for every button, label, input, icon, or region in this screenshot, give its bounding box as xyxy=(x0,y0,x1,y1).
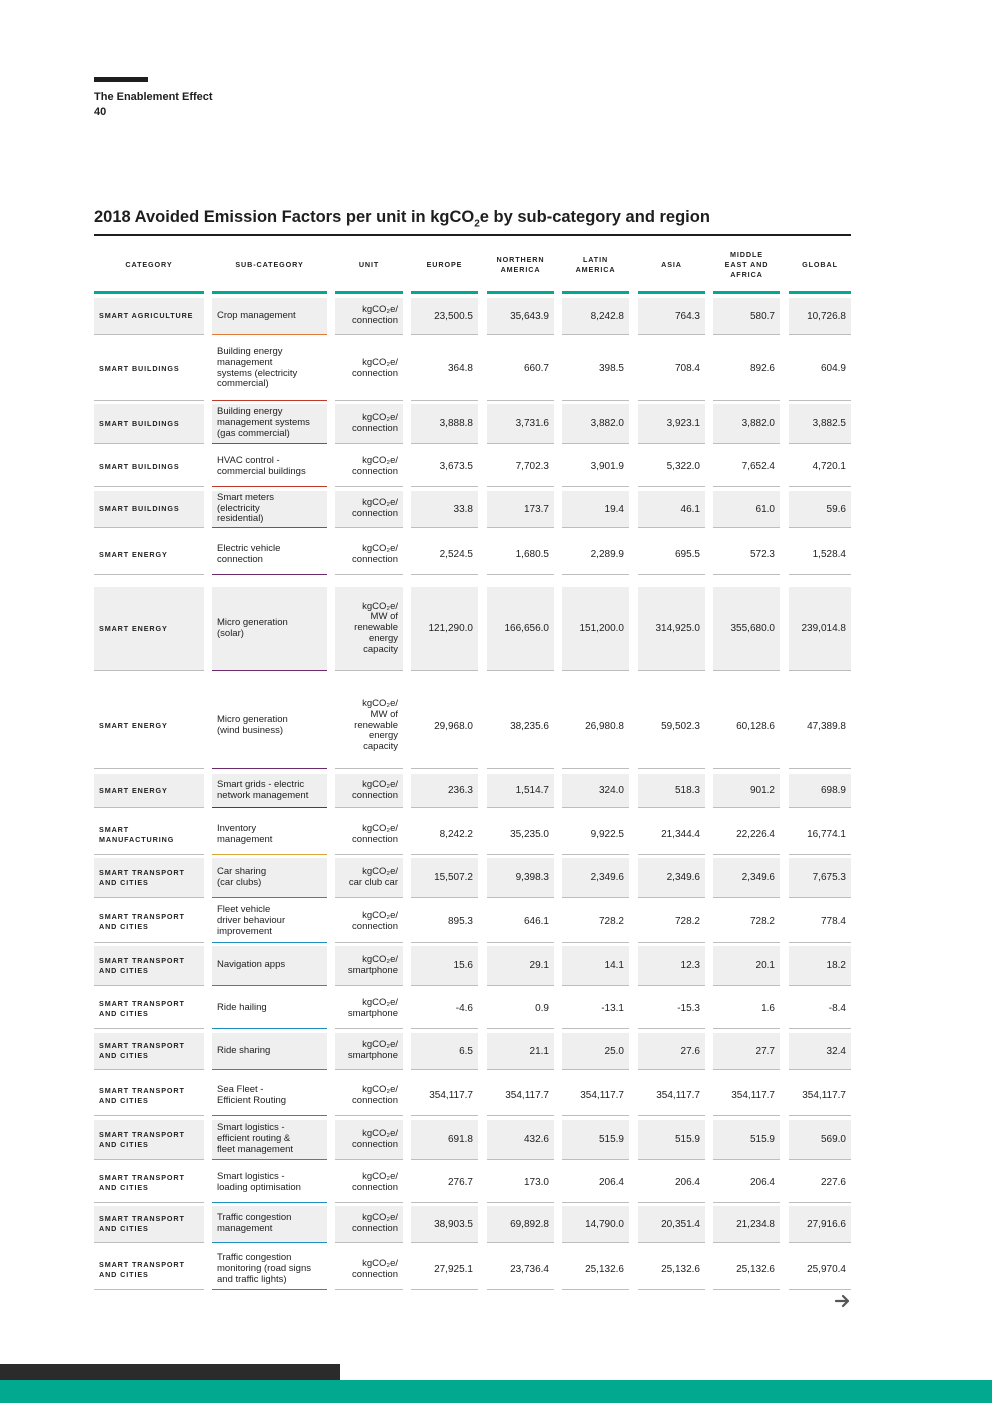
subcategory-cell: Smart logistics - loading optimisation xyxy=(212,1163,327,1203)
category-cell: SMART BUILDINGS xyxy=(94,491,204,528)
value-cell: 778.4 xyxy=(789,901,851,943)
value-cell: 21.1 xyxy=(487,1033,554,1070)
value-cell: 3,901.9 xyxy=(562,447,629,487)
value-cell: 764.3 xyxy=(638,298,705,335)
subcategory-cell: Smart grids - electric network management xyxy=(212,774,327,808)
value-cell: 27.7 xyxy=(713,1033,780,1070)
column-header: EUROPE xyxy=(411,238,478,294)
value-cell: 9,398.3 xyxy=(487,858,554,898)
table-row xyxy=(0,1250,992,1290)
category-cell: SMART TRANSPORT AND CITIES xyxy=(94,989,204,1029)
table-row xyxy=(0,535,992,575)
unit-cell: kgCO₂e/ smartphone xyxy=(335,989,403,1029)
value-cell: 8,242.2 xyxy=(411,815,478,855)
subcategory-cell: Ride sharing xyxy=(212,1033,327,1070)
value-cell: -15.3 xyxy=(638,989,705,1029)
table-row xyxy=(0,1163,992,1203)
value-cell: 695.5 xyxy=(638,535,705,575)
table-row xyxy=(0,491,992,528)
value-cell: 239,014.8 xyxy=(789,587,851,671)
subcategory-cell: Micro generation (solar) xyxy=(212,587,327,671)
category-cell: SMART TRANSPORT AND CITIES xyxy=(94,1120,204,1160)
subcategory-cell: Fleet vehicle driver behaviour improvement xyxy=(212,901,327,943)
table-row xyxy=(0,1120,992,1160)
category-cell: SMART TRANSPORT AND CITIES xyxy=(94,1033,204,1070)
unit-cell: kgCO₂e/ connection xyxy=(335,337,403,401)
category-cell: SMART BUILDINGS xyxy=(94,337,204,401)
value-cell: 691.8 xyxy=(411,1120,478,1160)
value-cell: 9,922.5 xyxy=(562,815,629,855)
value-cell: 2,349.6 xyxy=(638,858,705,898)
page-number: 40 xyxy=(94,106,107,118)
value-cell: 236.3 xyxy=(411,774,478,808)
category-cell: SMART ENERGY xyxy=(94,587,204,671)
value-cell: 25,132.6 xyxy=(638,1250,705,1290)
category-cell: SMART MANUFACTURING xyxy=(94,815,204,855)
value-cell: 206.4 xyxy=(562,1163,629,1203)
category-cell: SMART BUILDINGS xyxy=(94,404,204,444)
subcategory-cell: HVAC control - commercial buildings xyxy=(212,447,327,487)
value-cell: 27.6 xyxy=(638,1033,705,1070)
value-cell: 355,680.0 xyxy=(713,587,780,671)
column-header: CATEGORY xyxy=(94,238,204,294)
table-row xyxy=(0,1076,992,1116)
value-cell: 69,892.8 xyxy=(487,1206,554,1243)
value-cell: 2,349.6 xyxy=(562,858,629,898)
value-cell: 895.3 xyxy=(411,901,478,943)
value-cell: 728.2 xyxy=(638,901,705,943)
value-cell: 38,235.6 xyxy=(487,684,554,769)
subcategory-cell: Sea Fleet - Efficient Routing xyxy=(212,1076,327,1116)
table-row xyxy=(0,1033,992,1070)
value-cell: -8.4 xyxy=(789,989,851,1029)
unit-cell: kgCO₂e/ connection xyxy=(335,491,403,528)
subcategory-cell: Traffic congestion monitoring (road signs and traffic lights) xyxy=(212,1250,327,1290)
value-cell: 33.8 xyxy=(411,491,478,528)
value-cell: 38,903.5 xyxy=(411,1206,478,1243)
value-cell: 26,980.8 xyxy=(562,684,629,769)
value-cell: 15.6 xyxy=(411,946,478,986)
value-cell: 698.9 xyxy=(789,774,851,808)
value-cell: 25.0 xyxy=(562,1033,629,1070)
value-cell: 604.9 xyxy=(789,337,851,401)
value-cell: 59.6 xyxy=(789,491,851,528)
unit-cell: kgCO₂e/ connection xyxy=(335,447,403,487)
subcategory-cell: Electric vehicle connection xyxy=(212,535,327,575)
table-row xyxy=(0,337,992,401)
value-cell: 7,675.3 xyxy=(789,858,851,898)
unit-cell: kgCO₂e/ MW of renewable energy capacity xyxy=(335,684,403,769)
column-headers xyxy=(0,238,992,296)
table-row xyxy=(0,989,992,1029)
value-cell: 515.9 xyxy=(562,1120,629,1160)
category-cell: SMART ENERGY xyxy=(94,774,204,808)
unit-cell: kgCO₂e/ connection xyxy=(335,774,403,808)
footer-green-band xyxy=(0,1380,992,1403)
category-cell: SMART TRANSPORT AND CITIES xyxy=(94,901,204,943)
category-cell: SMART TRANSPORT AND CITIES xyxy=(94,1163,204,1203)
subcategory-cell: Building energy management systems (gas commercial) xyxy=(212,404,327,444)
column-header: LATIN AMERICA xyxy=(562,238,629,294)
value-cell: 22,226.4 xyxy=(713,815,780,855)
subcategory-cell: Smart logistics - efficient routing & fleet management xyxy=(212,1120,327,1160)
category-cell: SMART TRANSPORT AND CITIES xyxy=(94,1076,204,1116)
table-row xyxy=(0,404,992,444)
value-cell: 0.9 xyxy=(487,989,554,1029)
table-row xyxy=(0,587,992,671)
value-cell: 21,344.4 xyxy=(638,815,705,855)
value-cell: 19.4 xyxy=(562,491,629,528)
value-cell: 10,726.8 xyxy=(789,298,851,335)
unit-cell: kgCO₂e/ car club car xyxy=(335,858,403,898)
table-row xyxy=(0,774,992,808)
subcategory-cell: Ride hailing xyxy=(212,989,327,1029)
value-cell: 901.2 xyxy=(713,774,780,808)
unit-cell: kgCO₂e/ connection xyxy=(335,1076,403,1116)
value-cell: 660.7 xyxy=(487,337,554,401)
value-cell: 7,652.4 xyxy=(713,447,780,487)
value-cell: 14,790.0 xyxy=(562,1206,629,1243)
value-cell: 29.1 xyxy=(487,946,554,986)
subcategory-cell: Smart meters (electricity residential) xyxy=(212,491,327,528)
category-cell: SMART TRANSPORT AND CITIES xyxy=(94,858,204,898)
value-cell: 364.8 xyxy=(411,337,478,401)
value-cell: 18.2 xyxy=(789,946,851,986)
unit-cell: kgCO₂e/ connection xyxy=(335,1250,403,1290)
value-cell: 276.7 xyxy=(411,1163,478,1203)
subcategory-cell: Micro generation (wind business) xyxy=(212,684,327,769)
value-cell: 173.7 xyxy=(487,491,554,528)
subcategory-cell: Inventory management xyxy=(212,815,327,855)
value-cell: 354,117.7 xyxy=(411,1076,478,1116)
value-cell: 1,514.7 xyxy=(487,774,554,808)
value-cell: 121,290.0 xyxy=(411,587,478,671)
value-cell: 3,731.6 xyxy=(487,404,554,444)
value-cell: 3,882.0 xyxy=(562,404,629,444)
subcategory-cell: Traffic congestion management xyxy=(212,1206,327,1243)
value-cell: 14.1 xyxy=(562,946,629,986)
value-cell: 35,643.9 xyxy=(487,298,554,335)
value-cell: 572.3 xyxy=(713,535,780,575)
value-cell: 728.2 xyxy=(713,901,780,943)
category-cell: SMART BUILDINGS xyxy=(94,447,204,487)
value-cell: 59,502.3 xyxy=(638,684,705,769)
subcategory-cell: Car sharing (car clubs) xyxy=(212,858,327,898)
value-cell: 1.6 xyxy=(713,989,780,1029)
value-cell: 3,882.0 xyxy=(713,404,780,444)
value-cell: 29,968.0 xyxy=(411,684,478,769)
table-row xyxy=(0,858,992,898)
column-header: UNIT xyxy=(335,238,403,294)
value-cell: 6.5 xyxy=(411,1033,478,1070)
category-cell: SMART TRANSPORT AND CITIES xyxy=(94,1206,204,1243)
unit-cell: kgCO₂e/ smartphone xyxy=(335,1033,403,1070)
value-cell: 515.9 xyxy=(713,1120,780,1160)
value-cell: 646.1 xyxy=(487,901,554,943)
value-cell: 61.0 xyxy=(713,491,780,528)
value-cell: 432.6 xyxy=(487,1120,554,1160)
value-cell: 518.3 xyxy=(638,774,705,808)
value-cell: 1,528.4 xyxy=(789,535,851,575)
subcategory-cell: Building energy management systems (electricity commercial) xyxy=(212,337,327,401)
subcategory-cell: Crop management xyxy=(212,298,327,335)
value-cell: 354,117.7 xyxy=(487,1076,554,1116)
category-cell: SMART TRANSPORT AND CITIES xyxy=(94,1250,204,1290)
value-cell: 16,774.1 xyxy=(789,815,851,855)
value-cell: 7,702.3 xyxy=(487,447,554,487)
category-cell: SMART AGRICULTURE xyxy=(94,298,204,335)
table-row xyxy=(0,815,992,855)
value-cell: 23,736.4 xyxy=(487,1250,554,1290)
value-cell: 708.4 xyxy=(638,337,705,401)
value-cell: 47,389.8 xyxy=(789,684,851,769)
value-cell: -4.6 xyxy=(411,989,478,1029)
value-cell: 25,132.6 xyxy=(562,1250,629,1290)
unit-cell: kgCO₂e/ connection xyxy=(335,1120,403,1160)
value-cell: 35,235.0 xyxy=(487,815,554,855)
unit-cell: kgCO₂e/ connection xyxy=(335,1163,403,1203)
column-header: ASIA xyxy=(638,238,705,294)
document-title: The Enablement Effect xyxy=(94,91,213,103)
value-cell: 1,680.5 xyxy=(487,535,554,575)
unit-cell: kgCO₂e/ MW of renewable energy capacity xyxy=(335,587,403,671)
value-cell: 3,888.8 xyxy=(411,404,478,444)
value-cell: 25,970.4 xyxy=(789,1250,851,1290)
value-cell: 515.9 xyxy=(638,1120,705,1160)
value-cell: 32.4 xyxy=(789,1033,851,1070)
value-cell: 206.4 xyxy=(713,1163,780,1203)
value-cell: 5,322.0 xyxy=(638,447,705,487)
unit-cell: kgCO₂e/ connection xyxy=(335,535,403,575)
value-cell: 580.7 xyxy=(713,298,780,335)
table-row xyxy=(0,946,992,986)
column-header: SUB-CATEGORY xyxy=(212,238,327,294)
table-row xyxy=(0,447,992,487)
value-cell: 12.3 xyxy=(638,946,705,986)
value-cell: 20.1 xyxy=(713,946,780,986)
value-cell: 398.5 xyxy=(562,337,629,401)
value-cell: 2,349.6 xyxy=(713,858,780,898)
unit-cell: kgCO₂e/ connection xyxy=(335,1206,403,1243)
next-page-arrow-icon[interactable] xyxy=(834,1293,852,1309)
value-cell: 728.2 xyxy=(562,901,629,943)
value-cell: 27,916.6 xyxy=(789,1206,851,1243)
value-cell: 206.4 xyxy=(638,1163,705,1203)
value-cell: 60,128.6 xyxy=(713,684,780,769)
value-cell: 3,673.5 xyxy=(411,447,478,487)
value-cell: 46.1 xyxy=(638,491,705,528)
category-cell: SMART ENERGY xyxy=(94,535,204,575)
value-cell: -13.1 xyxy=(562,989,629,1029)
value-cell: 166,656.0 xyxy=(487,587,554,671)
column-header: MIDDLE EAST AND AFRICA xyxy=(713,238,780,294)
column-header: GLOBAL xyxy=(789,238,851,294)
value-cell: 227.6 xyxy=(789,1163,851,1203)
value-cell: 8,242.8 xyxy=(562,298,629,335)
value-cell: 892.6 xyxy=(713,337,780,401)
value-cell: 151,200.0 xyxy=(562,587,629,671)
value-cell: 2,524.5 xyxy=(411,535,478,575)
value-cell: 314,925.0 xyxy=(638,587,705,671)
value-cell: 354,117.7 xyxy=(789,1076,851,1116)
unit-cell: kgCO₂e/ connection xyxy=(335,815,403,855)
header-accent-bar xyxy=(94,77,148,82)
value-cell: 3,923.1 xyxy=(638,404,705,444)
value-cell: 20,351.4 xyxy=(638,1206,705,1243)
category-cell: SMART ENERGY xyxy=(94,684,204,769)
value-cell: 3,882.5 xyxy=(789,404,851,444)
table-title: 2018 Avoided Emission Factors per unit in kgCO$_2$e by sub-category and region xyxy=(94,208,851,236)
unit-cell: kgCO₂e/ smartphone xyxy=(335,946,403,986)
value-cell: 21,234.8 xyxy=(713,1206,780,1243)
value-cell: 27,925.1 xyxy=(411,1250,478,1290)
value-cell: 23,500.5 xyxy=(411,298,478,335)
footer-dark-band xyxy=(0,1364,340,1380)
value-cell: 354,117.7 xyxy=(562,1076,629,1116)
value-cell: 324.0 xyxy=(562,774,629,808)
table-row xyxy=(0,684,992,769)
value-cell: 173.0 xyxy=(487,1163,554,1203)
value-cell: 4,720.1 xyxy=(789,447,851,487)
value-cell: 25,132.6 xyxy=(713,1250,780,1290)
column-header: NORTHERN AMERICA xyxy=(487,238,554,294)
value-cell: 354,117.7 xyxy=(713,1076,780,1116)
category-cell: SMART TRANSPORT AND CITIES xyxy=(94,946,204,986)
table-row xyxy=(0,298,992,335)
unit-cell: kgCO₂e/ connection xyxy=(335,404,403,444)
value-cell: 15,507.2 xyxy=(411,858,478,898)
unit-cell: kgCO₂e/ connection xyxy=(335,298,403,335)
subcategory-cell: Navigation apps xyxy=(212,946,327,986)
value-cell: 2,289.9 xyxy=(562,535,629,575)
table-row xyxy=(0,901,992,943)
value-cell: 354,117.7 xyxy=(638,1076,705,1116)
value-cell: 569.0 xyxy=(789,1120,851,1160)
table-row xyxy=(0,1206,992,1243)
unit-cell: kgCO₂e/ connection xyxy=(335,901,403,943)
